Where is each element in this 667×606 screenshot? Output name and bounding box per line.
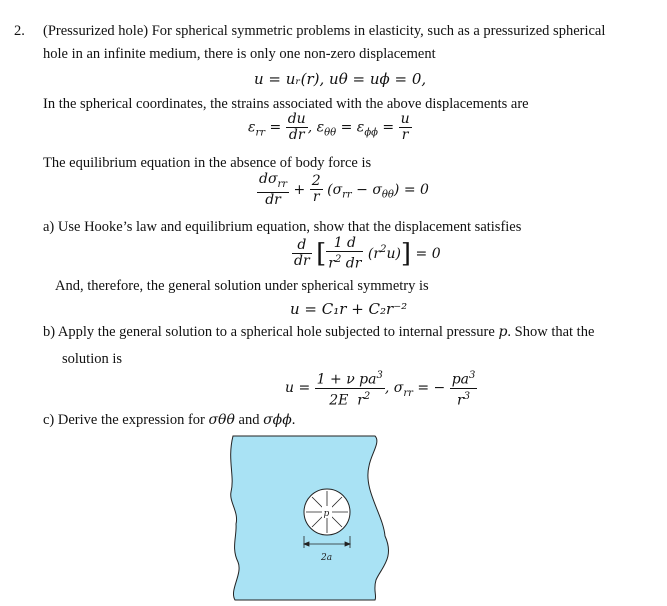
displacement-ode: $\frac{d}{dr}$ [ $\frac{1 d}{r^2 dr}$ $(r^2u)] = 0$: [294, 235, 441, 272]
equilibrium-intro: The equilibrium equation in the absence of body force is: [43, 155, 372, 171]
pressurized-hole-figure: [225, 432, 405, 604]
part-b-pressure-symbol: p: [498, 324, 508, 340]
part-b-line-1: [43, 324, 594, 341]
equilibrium-equation: $\frac{d\sigma_{rr}}{dr}$ + $\frac{2}{r}$ $(\sigma_{rr} - \sigma_{\theta\theta}) = 0$: [259, 171, 429, 208]
part-c-sigma-theta: σθθ: [208, 412, 235, 428]
problem-number: 2.: [14, 23, 25, 39]
problem-title: (Pressurized hole): [43, 23, 149, 39]
part-c-statement: Derive the expression for: [57, 412, 205, 428]
general-solution-intro: And, therefore, the general solution under spherical symmetry is: [55, 278, 429, 294]
part-b-label: b): [43, 324, 56, 340]
displacement-equation: u = uᵣ(r), uθ = uϕ = 0,: [254, 70, 427, 88]
part-c-text: [43, 412, 295, 429]
problem-intro-line-1: [43, 23, 605, 40]
part-b-statement: Apply the general solution to a spherical hole subjected to internal pressure: [57, 324, 495, 340]
hole-solution-equation: u = $\frac{1 + \nu pa^3}{2E r^2}$ , $\sigma_{rr}$ = − $\frac{pa^3}{r^3}$: [285, 370, 476, 409]
part-a-text: [43, 219, 521, 236]
strain-equation: $\varepsilon_{rr}$ = $\frac{du}{dr}$ , $\varepsilon_{\theta\theta} = \varepsilon_{\phi\phi}$ = $\frac{u}{r}$: [248, 111, 410, 143]
part-c-sigma-phi: σϕϕ: [263, 412, 292, 428]
pressure-label: p: [323, 509, 330, 519]
part-a-statement: Use Hooke’s law and equilibrium equation, show that the displacement satisfies: [57, 219, 522, 235]
part-a-label: a): [43, 219, 55, 235]
part-b-line-2: solution is: [62, 351, 123, 367]
strain-intro: In the spherical coordinates, the strains associated with the above displacements are: [43, 96, 529, 112]
diameter-label: 2a: [321, 553, 333, 563]
part-c-label: c): [43, 412, 55, 428]
problem-intro-line-2: hole in an infinite medium, there is only one non-zero displacement: [43, 46, 436, 62]
part-c-and: and: [238, 412, 260, 428]
problem-intro-text-1: For spherical symmetric problems in elasticity, such as a pressurized spherical: [151, 23, 606, 39]
general-solution-equation: u = C₁r + C₂r⁻²: [290, 300, 408, 318]
part-b-statement-end: . Show that the: [507, 324, 595, 340]
part-c-end: .: [291, 412, 296, 428]
